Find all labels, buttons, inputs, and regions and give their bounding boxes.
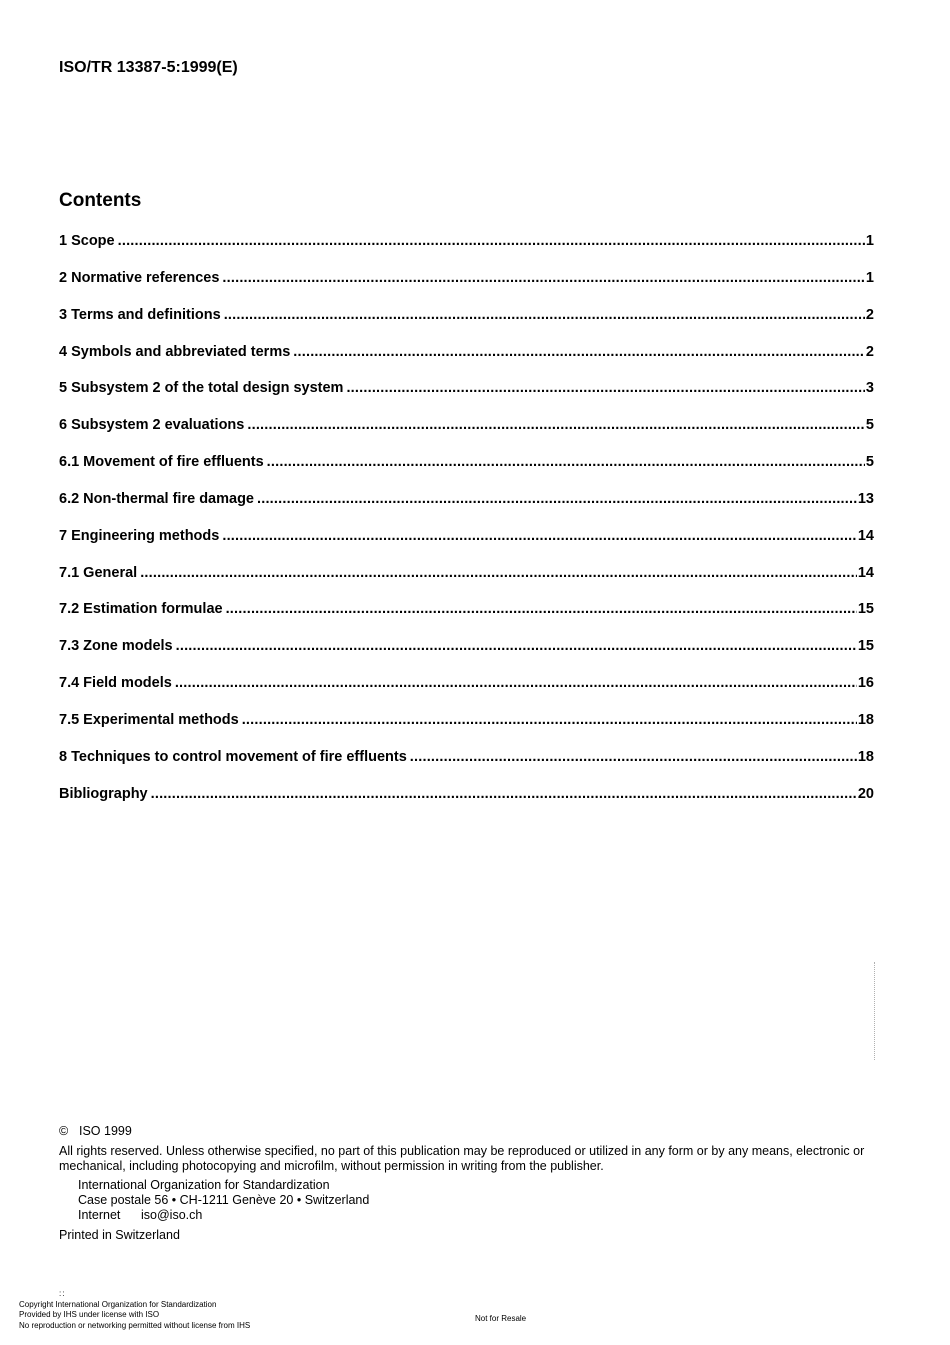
toc-leader-dots (346, 380, 864, 396)
toc-entry-page: 15 (857, 601, 874, 618)
toc-entry-title: 6.1 Movement of fire effluents (59, 454, 264, 471)
toc-leader-dots (247, 417, 865, 433)
toc-entry-title: Bibliography (59, 785, 148, 802)
toc-entry-page: 20 (857, 785, 874, 802)
copyright-notice: ISO 1999 (79, 1124, 132, 1138)
toc-leader-dots (176, 638, 857, 654)
publisher-name: International Organization for Standardization (78, 1178, 330, 1192)
toc-entry-title: 7 Engineering methods (59, 527, 220, 544)
toc-entry-page: 1 (865, 233, 874, 249)
toc-entry-title: 5 Subsystem 2 of the total design system (59, 380, 344, 397)
document-id: ISO/TR 13387-5:1999(E) (59, 59, 238, 76)
printed-in: Printed in Switzerland (59, 1228, 180, 1242)
toc-leader-dots (257, 491, 857, 507)
footer-glyph: :: (59, 1289, 66, 1298)
toc-entry-title: 7.2 Estimation formulae (59, 601, 223, 618)
internet-email[interactable]: iso@iso.ch (141, 1208, 203, 1222)
toc-entry-page: 18 (857, 748, 874, 765)
margin-mark (874, 962, 877, 1060)
footer-line: Provided by IHS under license with ISO (19, 1310, 160, 1319)
toc-entry-title: 1 Scope (59, 233, 115, 249)
toc-leader-dots (222, 528, 857, 544)
toc-entry-page: 3 (865, 380, 874, 397)
toc-entry-page: 2 (865, 306, 874, 323)
toc-leader-dots (151, 786, 857, 802)
toc-leader-dots (140, 565, 857, 581)
toc-entry-page: 14 (857, 527, 874, 544)
toc-entry-title: 7.3 Zone models (59, 638, 173, 655)
toc-entry-page: 5 (865, 417, 874, 434)
toc-leader-dots (267, 454, 865, 470)
toc-entry-page: 14 (857, 564, 874, 581)
toc-entry-title: 6.2 Non-thermal fire damage (59, 490, 254, 507)
toc-entry-page: 18 (857, 711, 874, 728)
toc-entry-title: 7.5 Experimental methods (59, 711, 239, 728)
toc-entry[interactable] (59, 344, 874, 381)
publisher-address (78, 1178, 874, 1223)
footer-line: Copyright International Organization for Standardization (19, 1299, 217, 1309)
toc-entry-title: 4 Symbols and abbreviated terms (59, 343, 291, 360)
toc-entry[interactable] (59, 638, 874, 675)
toc-entry-page: 5 (865, 454, 874, 471)
toc-entry[interactable] (59, 675, 874, 712)
toc-leader-dots (226, 601, 857, 617)
table-of-contents (59, 233, 874, 823)
license-footer (19, 1289, 619, 1331)
toc-entry[interactable] (59, 528, 874, 565)
rights-statement: All rights reserved. Unless otherwise specified, no part of this publication may be reproduced or utilized in any form or by any means, electronic or mechanical, including photocopying and microfilm, without permission in writing from the publisher. (59, 1144, 865, 1173)
toc-entry-page: 13 (857, 490, 874, 507)
toc-entry[interactable] (59, 307, 874, 344)
publisher-internet (78, 1208, 874, 1223)
toc-entry-page: 15 (857, 638, 874, 655)
toc-entry[interactable] (59, 233, 874, 270)
copyright-line (59, 1124, 874, 1139)
toc-leader-dots (242, 712, 857, 728)
toc-entry[interactable] (59, 712, 874, 749)
copyright-block (59, 1124, 874, 1243)
toc-entry[interactable] (59, 270, 874, 307)
toc-entry[interactable] (59, 565, 874, 602)
not-for-resale: Not for Resale (475, 1314, 527, 1323)
toc-leader-dots (222, 270, 865, 286)
toc-entry[interactable] (59, 380, 874, 417)
toc-entry-title: 3 Terms and definitions (59, 306, 221, 323)
toc-entry-title: 2 Normative references (59, 269, 220, 286)
publisher-postal: Case postale 56 • CH-1211 Genève 20 • Switzerland (78, 1193, 370, 1207)
toc-entry[interactable] (59, 786, 874, 823)
contents-heading: Contents (59, 190, 142, 211)
toc-leader-dots (293, 344, 865, 360)
footer-line: No reproduction or networking permitted without license from IHS (19, 1320, 251, 1330)
toc-leader-dots (224, 307, 865, 323)
toc-leader-dots (410, 749, 857, 765)
toc-entry[interactable] (59, 454, 874, 491)
toc-entry-page: 1 (865, 269, 874, 286)
toc-entry[interactable] (59, 491, 874, 528)
toc-entry[interactable] (59, 417, 874, 454)
toc-entry[interactable] (59, 749, 874, 786)
toc-entry-title: 8 Techniques to control movement of fire effluents (59, 748, 407, 765)
internet-label: Internet (78, 1208, 121, 1222)
toc-entry-title: 7.1 General (59, 564, 138, 581)
toc-entry-title: 7.4 Field models (59, 675, 172, 692)
toc-entry-page: 16 (857, 675, 874, 692)
toc-leader-dots (118, 233, 865, 249)
copyright-icon: © (59, 1124, 69, 1138)
toc-entry[interactable] (59, 601, 874, 638)
toc-entry-title: 6 Subsystem 2 evaluations (59, 417, 245, 434)
toc-entry-page: 2 (865, 343, 874, 360)
toc-leader-dots (175, 675, 857, 691)
